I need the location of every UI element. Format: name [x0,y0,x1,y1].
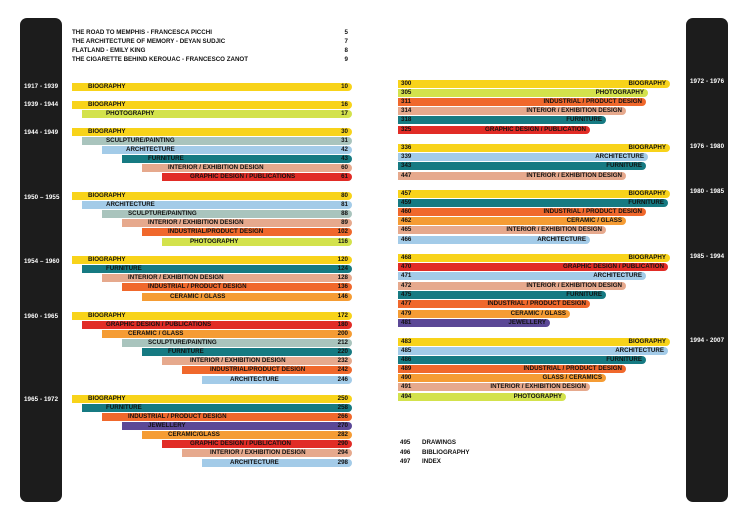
chapter-title: INTERIOR / EXHIBITION DESIGN [128,274,224,281]
chapter-title: FURNITURE [168,348,204,355]
chapter-title: SCULPTURE/PAINTING [148,339,217,346]
chapter-bar-jewellery[interactable] [398,319,550,327]
chapter-bar-interior[interactable] [398,226,606,234]
end-matter-page: 497 [400,458,411,465]
chapter-title: SCULPTURE/PAINTING [106,137,175,144]
chapter-title: ARCHITECTURE [230,459,279,466]
period-label: 1939 - 1944 [24,101,59,108]
chapter-bar-industrial[interactable] [142,228,352,236]
chapter-bar-jewellery[interactable] [122,422,352,430]
chapter-page: 31 [341,137,348,144]
chapter-page: 489 [401,365,412,372]
chapter-bar-architecture[interactable] [398,272,646,280]
chapter-page: 314 [401,107,412,114]
chapter-page: 242 [337,366,348,373]
chapter-page: 471 [401,272,412,279]
chapter-page: 472 [401,282,412,289]
chapter-bar-graphic[interactable] [398,263,668,271]
chapter-page: 325 [401,126,412,133]
chapter-bar-furniture[interactable] [82,404,352,412]
chapter-bar-graphic[interactable] [82,321,352,329]
end-matter-link[interactable] [400,449,469,456]
intro-essay-link[interactable] [72,38,352,47]
chapter-bar-interior[interactable] [398,282,626,290]
chapter-page: 282 [337,431,348,438]
end-matter-link[interactable] [400,439,456,446]
chapter-bar-sculpture[interactable] [102,210,352,218]
chapter-title: ARCHITECTURE [106,201,155,208]
chapter-bar-industrial[interactable] [182,366,352,374]
intro-essay-page: 5 [344,29,348,36]
chapter-page: 42 [341,146,348,153]
chapter-title: JEWELLERY [148,422,186,429]
chapter-title: INDUSTRIAL/PRODUCT DESIGN [210,366,306,373]
chapter-page: 220 [337,348,348,355]
chapter-title: CERAMIC / GLASS [566,217,622,224]
chapter-page: 300 [401,80,412,87]
chapter-bar-interior[interactable] [162,357,352,365]
chapter-page: 102 [337,228,348,235]
chapter-page: 116 [338,238,348,245]
chapter-page: 477 [401,300,412,307]
chapter-bar-biography[interactable] [72,83,352,91]
chapter-title: INDUSTRIAL / PRODUCT DESIGN [128,413,227,420]
chapter-bar-biography[interactable] [398,190,670,198]
chapter-title: ARCHITECTURE [615,347,664,354]
chapter-bar-interior[interactable] [122,219,352,227]
chapter-page: 294 [337,449,348,456]
chapter-page: 246 [337,376,348,383]
chapter-title: ARCHITECTURE [230,376,279,383]
chapter-title: ARCHITECTURE [126,146,175,153]
chapter-page: 457 [401,190,412,197]
chapter-page: 17 [341,110,348,117]
chapter-title: BIOGRAPHY [628,144,666,151]
chapter-title: INTERIOR / EXHIBITION DESIGN [526,107,622,114]
chapter-bar-biography[interactable] [72,395,352,403]
intro-essay-page: 8 [344,47,348,54]
chapter-title: FURNITURE [606,162,642,169]
chapter-title: INTERIOR / EXHIBITION DESIGN [190,357,286,364]
intro-essay-page: 9 [344,56,348,63]
chapter-title: BIOGRAPHY [88,128,126,135]
chapter-bar-architecture[interactable] [398,236,590,244]
chapter-page: 494 [401,393,412,400]
period-label: 1950 – 1955 [24,194,60,201]
chapter-title: INTERIOR / EXHIBITION DESIGN [526,172,622,179]
chapter-page: 490 [401,374,412,381]
chapter-page: 447 [401,172,412,179]
chapter-title: BIOGRAPHY [88,312,126,319]
chapter-title: FURNITURE [106,265,142,272]
chapter-page: 43 [341,155,348,162]
chapter-page: 470 [401,263,412,270]
end-matter-page: 495 [400,439,411,446]
chapter-bar-ceramic[interactable] [102,330,352,338]
chapter-page: 124 [337,265,348,272]
chapter-page: 270 [337,422,348,429]
period-label: 1917 - 1939 [24,83,59,90]
chapter-bar-interior[interactable] [398,383,590,391]
chapter-title: FURNITURE [106,404,142,411]
chapter-bar-furniture[interactable] [142,348,352,356]
intro-essay-title: THE ARCHITECTURE OF MEMORY - DEYAN SUDJIC [72,38,226,45]
chapter-bar-architecture[interactable] [202,459,352,467]
chapter-page: 81 [341,201,348,208]
chapter-title: INTERIOR / EXHIBITION DESIGN [506,226,602,233]
chapter-page: 232 [337,357,348,364]
chapter-title: PHOTOGRAPHY [190,238,239,245]
chapter-bar-industrial[interactable] [398,300,590,308]
chapter-title: INDUSTRIAL / PRODUCT DESIGN [487,300,586,307]
chapter-title: CERAMIC / GLASS [170,293,226,300]
chapter-title: INTERIOR / EXHIBITION DESIGN [148,219,244,226]
period-label: 1994 - 2007 [690,337,725,344]
chapter-bar-industrial[interactable] [122,283,352,291]
chapter-page: 475 [401,291,412,298]
intro-essay-link[interactable] [72,29,352,38]
end-matter-page: 496 [400,449,411,456]
chapter-bar-furniture[interactable] [398,356,646,364]
chapter-title: ARCHITECTURE [595,153,644,160]
chapter-page: 89 [341,219,348,226]
chapter-title: GRAPHIC DESIGN / PUBLICATION [563,263,664,270]
period-label: 1960 - 1965 [24,313,59,320]
chapter-page: 311 [401,98,411,105]
chapter-bar-interior[interactable] [398,107,626,115]
intro-essay-title: THE CIGARETTE BEHIND KEROUAC - FRANCESCO ZANOT [72,56,248,63]
chapter-bar-biography[interactable] [398,338,670,346]
chapter-title: PHOTOGRAPHY [106,110,155,117]
chapter-title: FURNITURE [606,356,642,363]
chapter-page: 468 [401,254,412,261]
chapter-page: 290 [337,440,348,447]
chapter-bar-graphic[interactable] [398,126,590,134]
chapter-page: 485 [401,347,412,354]
chapter-title: PHOTOGRAPHY [513,393,562,400]
chapter-page: 250 [337,395,348,402]
period-label: 1965 - 1972 [24,396,59,403]
chapter-title: INDUSTRIAL / PRODUCT DESIGN [523,365,622,372]
chapter-bar-biography[interactable] [398,254,670,262]
chapter-title: GLASS / CERAMICS [542,374,602,381]
chapter-title: JEWELLERY [508,319,546,326]
chapter-bar-furniture[interactable] [398,291,606,299]
chapter-bar-industrial[interactable] [398,98,646,106]
chapter-title: CERAMIC / GLASS [510,310,566,317]
intro-essay-link[interactable] [72,47,352,56]
chapter-bar-furniture[interactable] [398,199,668,207]
chapter-title: BIOGRAPHY [628,190,666,197]
chapter-bar-interior[interactable] [102,274,352,282]
chapter-page: 491 [401,383,412,390]
chapter-bar-photography[interactable] [162,238,352,246]
chapter-title: GRAPHIC DESIGN / PUBLICATION [190,440,291,447]
chapter-title: GRAPHIC DESIGN / PUBLICATIONS [106,321,212,328]
chapter-page: 305 [401,89,412,96]
chapter-page: 136 [337,283,348,290]
chapter-page: 465 [401,226,412,233]
chapter-title: INDUSTRIAL/PRODUCT DESIGN [168,228,264,235]
chapter-bar-biography[interactable] [72,101,352,109]
chapter-bar-interior[interactable] [182,449,352,457]
chapter-title: INTERIOR / EXHIBITION DESIGN [490,383,586,390]
chapter-bar-ceramic[interactable] [142,293,352,301]
period-label: 1972 - 1976 [690,78,725,85]
chapter-title: GRAPHIC DESIGN / PUBLICATION [485,126,586,133]
chapter-bar-industrial[interactable] [398,365,626,373]
chapter-title: CERAMIC / GLASS [128,330,184,337]
chapter-title: INDUSTRIAL / PRODUCT DESIGN [543,208,642,215]
chapter-title: SCULPTURE/PAINTING [128,210,197,217]
chapter-bar-interior[interactable] [398,172,626,180]
chapter-bar-furniture[interactable] [398,162,646,170]
chapter-page: 460 [401,208,412,215]
chapter-title: BIOGRAPHY [88,83,126,90]
chapter-bar-architecture[interactable] [398,347,668,355]
end-matter-title: BIBLIOGRAPHY [422,449,470,456]
chapter-title: ARCHITECTURE [537,236,586,243]
chapter-title: INTERIOR / EXHIBITION DESIGN [526,282,622,289]
period-label: 1944 - 1949 [24,129,59,136]
chapter-page: 172 [337,312,348,319]
chapter-bar-biography[interactable] [72,128,352,136]
chapter-page: 120 [337,256,348,263]
chapter-title: FURNITURE [566,291,602,298]
chapter-bar-graphic[interactable] [162,440,352,448]
chapter-bar-sculpture[interactable] [122,339,352,347]
chapter-page: 212 [337,339,348,346]
chapter-bar-furniture[interactable] [82,265,352,273]
chapter-page: 258 [337,404,348,411]
end-matter-link[interactable] [400,458,441,465]
chapter-bar-architecture[interactable] [102,146,352,154]
chapter-bar-biography[interactable] [398,80,670,88]
chapter-bar-furniture[interactable] [398,116,606,124]
chapter-bar-industrial[interactable] [398,208,646,216]
chapter-bar-ceramic[interactable] [398,310,570,318]
chapter-bar-architecture[interactable] [82,201,352,209]
chapter-title: FURNITURE [628,199,664,206]
chapter-page: 200 [337,330,348,337]
chapter-page: 336 [401,144,412,151]
intro-essay-link[interactable] [72,56,352,65]
chapter-bar-photography[interactable] [82,110,352,118]
chapter-title: FURNITURE [148,155,184,162]
chapter-bar-architecture[interactable] [202,376,352,384]
chapter-page: 318 [401,116,412,123]
chapter-page: 339 [401,153,412,160]
chapter-page: 343 [401,162,412,169]
chapter-page: 266 [337,413,348,420]
chapter-page: 479 [401,310,412,317]
chapter-title: INDUSTRIAL / PRODUCT DESIGN [148,283,247,290]
period-label: 1976 - 1980 [690,143,725,150]
chapter-bar-sculpture[interactable] [82,137,352,145]
chapter-title: PHOTOGRAPHY [595,89,644,96]
chapter-page: 180 [337,321,348,328]
chapter-title: BIOGRAPHY [88,101,126,108]
chapter-page: 10 [341,83,348,90]
chapter-bar-ceramic[interactable] [398,217,626,225]
chapter-title: INTERIOR / EXHIBITION DESIGN [210,449,306,456]
period-label: 1985 - 1994 [690,253,725,260]
period-label: 1954 – 1960 [24,258,60,265]
end-matter-title: DRAWINGS [422,439,457,446]
chapter-bar-ceramic[interactable] [398,374,606,382]
chapter-title: BIOGRAPHY [88,395,126,402]
chapter-title: BIOGRAPHY [88,256,126,263]
chapter-bar-architecture[interactable] [398,153,648,161]
chapter-bar-biography[interactable] [72,256,352,264]
intro-essay-title: THE ROAD TO MEMPHIS - FRANCESCA PICCHI [72,29,212,36]
chapter-page: 486 [401,356,412,363]
period-label: 1980 - 1985 [690,188,725,195]
chapter-title: BIOGRAPHY [628,80,666,87]
chapter-page: 298 [337,459,348,466]
chapter-page: 60 [341,164,348,171]
intro-essay-page: 7 [344,38,348,45]
chapter-title: INDUSTRIAL / PRODUCT DESIGN [543,98,642,105]
chapter-title: CERAMIC/GLASS [168,431,220,438]
chapter-bar-biography[interactable] [398,144,670,152]
right-sidebar [686,18,728,502]
chapter-page: 483 [401,338,412,345]
chapter-page: 459 [401,199,412,206]
chapter-page: 80 [341,192,348,199]
chapter-page: 61 [341,173,348,180]
chapter-title: ARCHITECTURE [593,272,642,279]
chapter-title: BIOGRAPHY [628,338,666,345]
chapter-bar-industrial[interactable] [102,413,352,421]
chapter-bar-photography[interactable] [398,393,566,401]
chapter-title: INTERIOR / EXHIBITION DESIGN [168,164,264,171]
chapter-page: 16 [341,101,348,108]
chapter-page: 30 [341,128,348,135]
chapter-page: 128 [337,274,348,281]
chapter-bar-photography[interactable] [398,89,648,97]
chapter-page: 462 [401,217,412,224]
chapter-title: FURNITURE [566,116,602,123]
chapter-page: 88 [341,210,348,217]
chapter-title: BIOGRAPHY [88,192,126,199]
chapter-bar-interior[interactable] [142,164,352,172]
chapter-page: 466 [401,236,412,243]
chapter-bar-biography[interactable] [72,312,352,320]
chapter-page: 481 [401,319,412,326]
chapter-bar-ceramic[interactable] [142,431,352,439]
chapter-bar-furniture[interactable] [122,155,352,163]
chapter-bar-graphic[interactable] [162,173,352,181]
chapter-title: BIOGRAPHY [628,254,666,261]
chapter-bar-biography[interactable] [72,192,352,200]
intro-essay-title: FLATLAND - EMILY KING [72,47,146,54]
end-matter-title: INDEX [422,458,441,465]
chapter-title: GRAPHIC DESIGN / PUBLICATIONS [190,173,296,180]
chapter-page: 146 [337,293,348,300]
